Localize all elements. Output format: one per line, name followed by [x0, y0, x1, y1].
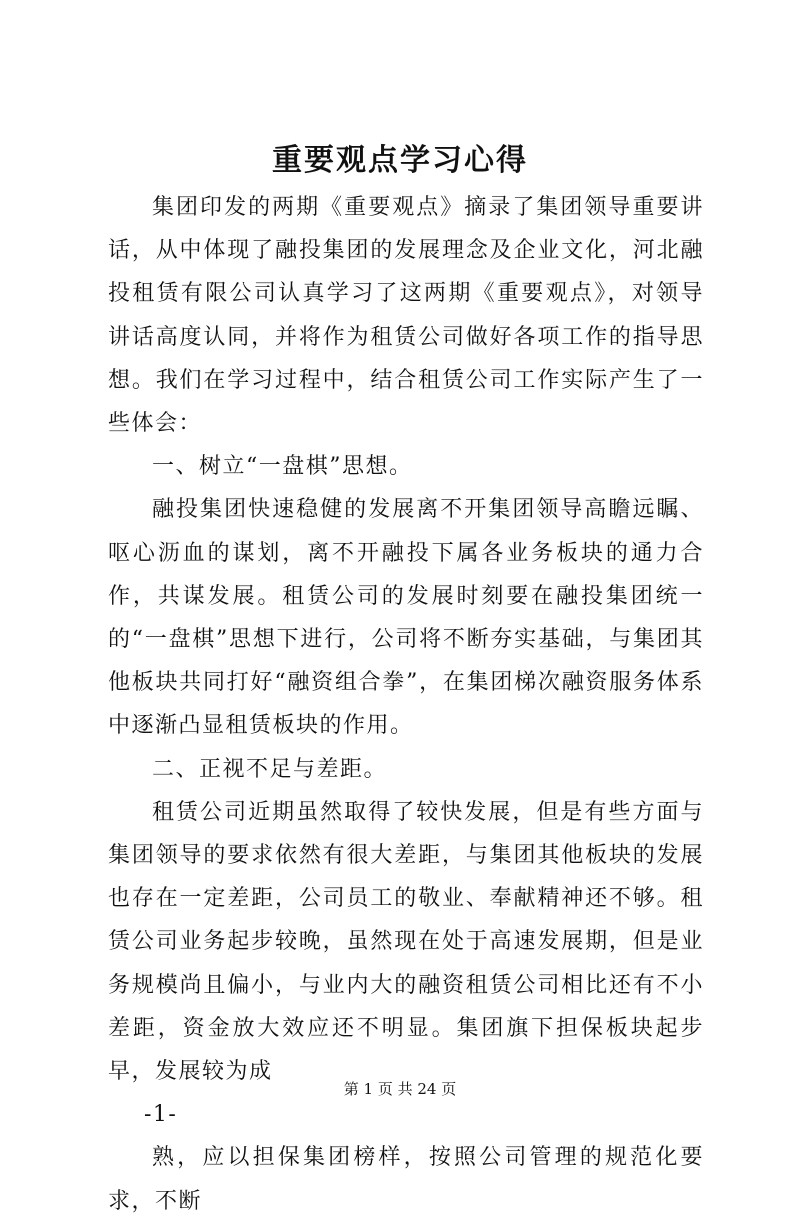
heading-section-2: 二、正视不足与差距。 — [152, 756, 388, 782]
document-body — [108, 186, 704, 1223]
paragraph-continuation: 熟，应以担保集团榜样，按照公司管理的规范化要求，不断 — [108, 1145, 704, 1214]
document-title: 重要观点学习心得 — [272, 143, 528, 178]
page-footer: 第 1 页 共 24 页 — [343, 1080, 457, 1098]
paragraph-section-1: 融投集团快速稳健的发展离不开集团领导高瞻远瞩、呕心沥血的谋划，离不开融投下属各业务板块的通力合作，共谋发展。租赁公司的发展时刻要在融投集团统一的“一盘棋”思想下进行，公司将不断夯实基础，与集团其他板块共同打好“融资组合拳”，在集团梯次融资服务体系中逐渐凸显租赁板块的作用。 — [108, 497, 704, 739]
paragraph-intro: 集团印发的两期《重要观点》摘录了集团领导重要讲话，从中体现了融投集团的发展理念及企业文化，河北融投租赁有限公司认真学习了这两期《重要观点》，对领导讲话高度认同，并将作为租赁公司做好各项工作的指导思想。我们在学习过程中，结合租赁公司工作实际产生了一些体会： — [108, 195, 704, 437]
heading-section-1: 一、树立“一盘棋”思想。 — [152, 454, 413, 480]
paragraph-section-2: 租赁公司近期虽然取得了较快发展，但是有些方面与集团领导的要求依然有很大差距，与集团其他板块的发展也存在一定差距，公司员工的敬业、奉献精神还不够。租赁公司业务起步较晚，虽然现在处于高速发展期，但是业务规模尚且偏小，与业内大的融资租赁公司相比还有不小差距，资金放大效应还不明显。集团旗下担保板块起步早，发展较为成 — [108, 799, 704, 1085]
page-marker: -1- — [144, 1102, 178, 1128]
